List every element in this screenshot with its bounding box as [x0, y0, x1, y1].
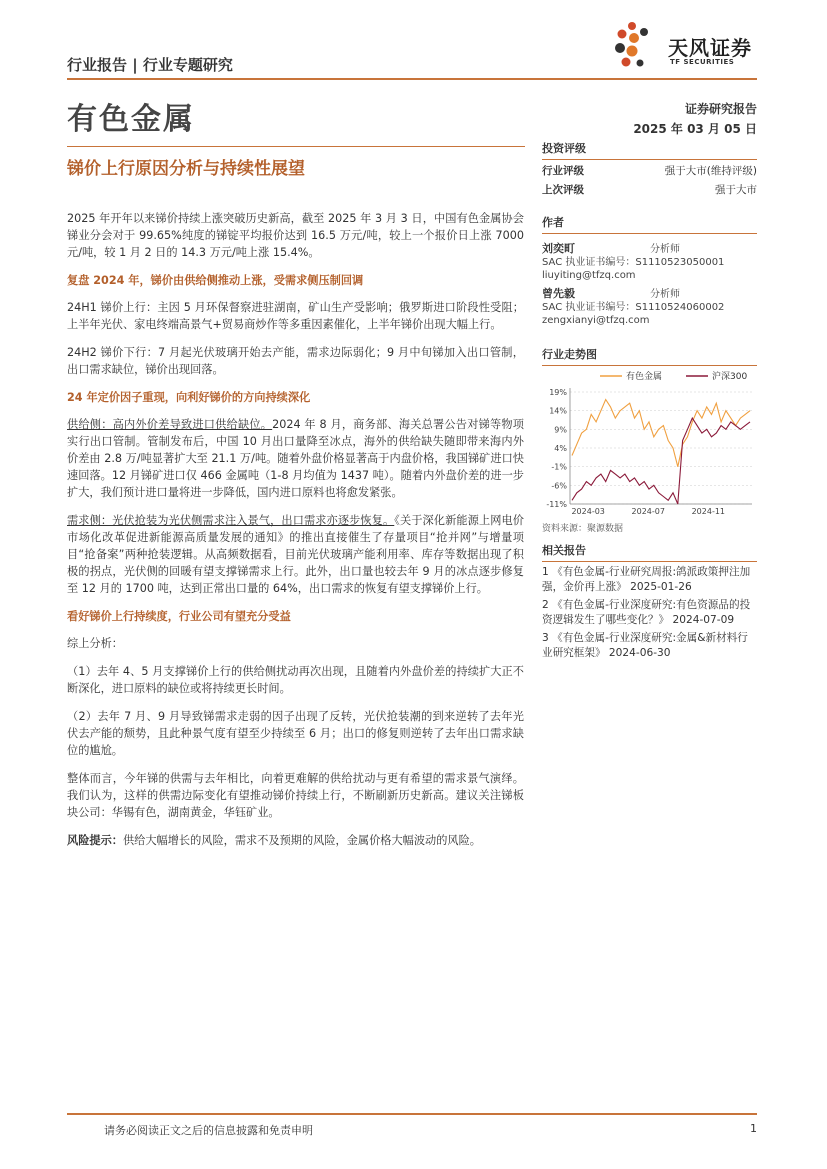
rating-row [542, 162, 757, 181]
y-tick-label: 14% [549, 406, 567, 416]
chart-heading: 行业走势图 [542, 346, 757, 366]
analyst-cert: SAC 执业证书编号：S1110523050001 [542, 257, 725, 268]
rating-label: 行业评级 [542, 165, 584, 177]
supply-paragraph [67, 416, 524, 501]
related-box [542, 542, 757, 661]
trend-chart [542, 366, 757, 516]
tf-logo-icon [612, 18, 666, 72]
y-tick-label: 9% [554, 425, 567, 435]
analyst-email[interactable]: zengxianyi@tfzq.com [542, 315, 650, 326]
related-report[interactable]: 2 《有色金属-行业深度研究:有色资源品的投资逻辑发生了哪些变化？》 2024-07-09 [542, 599, 751, 626]
title-divider [67, 146, 525, 147]
rating-value: 强于大市(维持评级) [664, 165, 757, 177]
analyst-card [542, 240, 757, 282]
y-tick-label: 4% [554, 444, 567, 453]
logo-subtext: TF SECURITIES [670, 58, 735, 66]
legend-label: 有色金属 [626, 372, 663, 382]
prev-rating-value: 强于大市 [715, 184, 757, 196]
rating-box [542, 140, 757, 200]
h2-paragraph: 24H2 锑价下行：7 月起光伏玻璃开始去产能，需求边际弱化；9 月中旬锑加入出口管制，出口需求缺位，锑价出现回落。 [67, 346, 524, 376]
footer-divider [67, 1113, 757, 1115]
x-tick-label: 2024-03 [571, 507, 605, 516]
y-tick-label: -11% [546, 500, 567, 509]
y-tick-label: -1% [551, 462, 567, 472]
section-heading: 看好锑价上行持续度，行业公司有望充分受益 [67, 610, 291, 623]
header-divider [67, 78, 757, 80]
conclusion-paragraph: 整体而言，今年锑的供需与去年相比，向着更难解的供给扰动与更有希望的需求景气演绎。我们认为，这样的供需边际变化有望推动锑价持续上行，不断刷新历史新高。建议关注锑板块公司：华锡有色，湖南黄金，华钰矿业。 [67, 772, 524, 819]
author-heading: 作者 [542, 214, 757, 234]
section-heading: 24 年定价因子重现，向利好锑价的方向持续深化 [67, 391, 311, 404]
main-body [67, 210, 524, 860]
x-tick-label: 2024-11 [691, 507, 726, 516]
related-report[interactable]: 1 《有色金属-行业研究周报:鸽派政策押注加强，金价再上涨》 2025-01-26 [542, 566, 751, 593]
y-tick-label: 19% [549, 388, 567, 397]
risk-lead: 风险提示： [67, 834, 123, 847]
demand-paragraph [67, 512, 524, 597]
related-heading: 相关报告 [542, 542, 757, 562]
document-kind: 证券研究报告 [684, 102, 757, 116]
risk-paragraph [67, 832, 524, 849]
analyst-name: 曾先毅 [542, 287, 575, 300]
series-line [572, 400, 750, 467]
point-2: （2）去年 7 月、9 月导致锑需求走弱的因子出现了反转，光伏抢装潮的到来逆转了去年光伏去产能的颓势，且此种景气度有望至少持续至 6 月；出口的修复则逆转了去年出口需求缺位的尴尬。 [67, 710, 524, 757]
point-1: （1）去年 4、5 月支撑锑价上行的供给侧扰动再次出现，且随着内外盘价差的持续扩大正不断深化，进口原料的缺位或将持续更长时间。 [67, 665, 524, 695]
related-report[interactable]: 3 《有色金属-行业深度研究:金属&新材料行业研究框架》 2024-06-30 [542, 632, 748, 659]
legend-label: 沪深300 [712, 372, 748, 382]
series-line [572, 418, 750, 504]
sector-title: 有色金属 [67, 102, 195, 137]
demand-lead: 需求侧：光伏抢装为光伏侧需求注入景气，出口需求亦逐步恢复。 [67, 514, 395, 527]
risk-text: 供给大幅增长的风险，需求不及预期的风险，金属价格大幅波动的风险。 [122, 834, 481, 847]
report-type: 行业报告 | 行业专题研究 [67, 56, 233, 74]
logo-text: 天风证券 [668, 36, 752, 60]
analyst-role: 分析师 [650, 244, 680, 255]
trend-chart-box [542, 346, 757, 534]
y-tick-label: -6% [551, 481, 567, 491]
chart-source: 资料来源：聚源数据 [542, 524, 624, 534]
supply-lead: 供给侧：高内外价差导致进口供给缺位。 [67, 418, 273, 431]
x-tick-label: 2024-07 [631, 507, 665, 516]
analyst-role: 分析师 [650, 289, 680, 300]
summary-lead: 综上分析： [67, 637, 123, 650]
intro-paragraph: 2025 年开年以来锑价持续上涨突破历史新高，截至 2025 年 3 月 3 日，中国有色金属协会锑业分会对于 99.65%纯度的锑锭平均报价达到 16.5 万元/吨，较上一个报价日上涨 7000 元/吨，较 1 月 2 日的 14.3 万元/吨上涨 15.4%。 [67, 212, 524, 259]
footer-disclaimer: 请务必阅读正文之后的信息披露和免责申明 [104, 1124, 313, 1137]
analyst-cert: SAC 执业证书编号：S1110524060002 [542, 302, 725, 313]
analyst-name: 刘奕町 [542, 242, 575, 255]
page-number: 1 [750, 1122, 757, 1135]
analyst-email[interactable]: liuyiting@tfzq.com [542, 270, 636, 281]
prev-rating-label: 上次评级 [542, 184, 584, 196]
rating-heading: 投资评级 [542, 140, 757, 160]
prev-rating-row [542, 181, 757, 200]
author-box [542, 214, 757, 327]
section-heading: 复盘 2024 年，锑价由供给侧推动上涨，受需求侧压制回调 [67, 274, 364, 287]
document-date: 2025 年 03 月 05 日 [633, 122, 757, 136]
h1-paragraph: 24H1 锑价上行：主因 5 月环保督察进驻湖南，矿山生产受影响；俄罗斯进口阶段性受阻；上半年光伏、家电终端高景气+贸易商炒作等多重因素催化，上半年锑价出现大幅上行。 [67, 301, 524, 331]
report-title: 锑价上行原因分析与持续性展望 [67, 159, 305, 179]
demand-text: 《关于深化新能源上网电价市场化改革促进新能源高质量发展的通知》的推出直接催生了存量项目“抢并网”与增量项目“抢备案”两种抢装逻辑。从高频数据看，目前光伏玻璃产能利用率、库存等数据出现了积极的拐点，光伏侧的回暖有望支撑锑需求上行。此外，出口量也较去年 9 月的冰点逐步修复至 12 月的 1700 吨，达到正常出口量的 64%，出口需求的恢复有望支撑锑价上行。 [67, 514, 524, 595]
analyst-card [542, 285, 757, 327]
supply-text: 2024 年 8 月，商务部、海关总署公告对锑等物项实行出口管制。管制发布后，中国 10 月出口量降至冰点，海外的供给缺失随即带来海内外价差由 2.8 万/吨显著扩大至 21.1 万/吨。随着外盘价格显著高于内盘价格，我国锑矿进口快速回落。12 月锑矿进口仅 466 金属吨（1-8 月均值为 1437 吨）。随着内外盘价差的进一步扩大，我们预计进口量将进一步降低，国内进口原料也将愈发紧张。 [67, 418, 524, 499]
